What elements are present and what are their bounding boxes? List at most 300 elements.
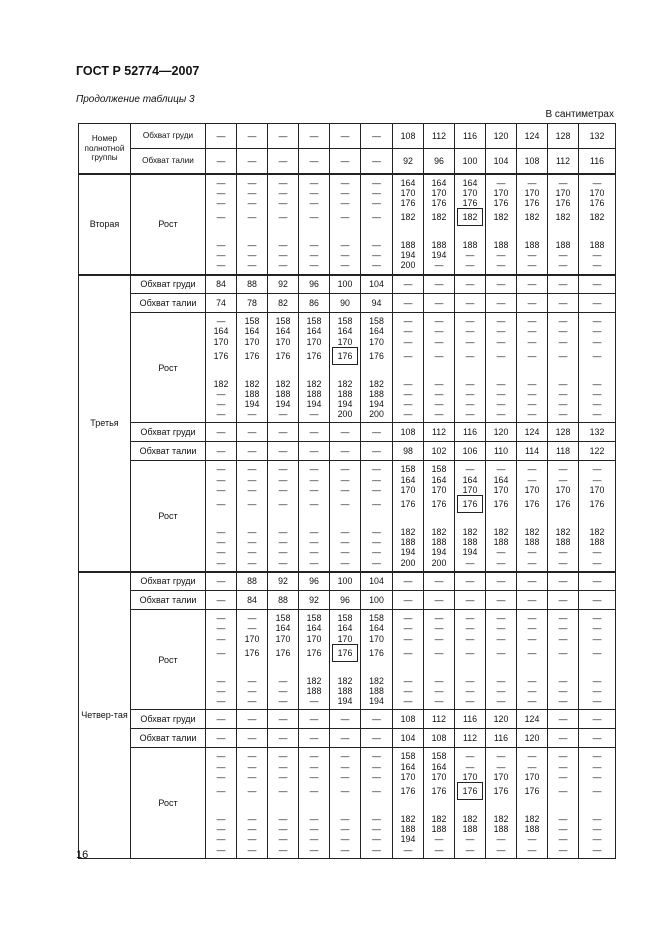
height-text: —: [558, 350, 568, 361]
header-waist-cell: —: [299, 149, 330, 174]
height-text: 176: [400, 785, 416, 796]
row-label: Обхват груди: [131, 423, 206, 442]
height-text: 164: [462, 474, 478, 485]
height-cell: [517, 461, 548, 572]
spacer: [330, 513, 360, 520]
height-text: —: [558, 686, 568, 696]
height-value: [361, 824, 392, 834]
spacer: [393, 513, 423, 520]
spacer: [361, 365, 392, 372]
height-value: [268, 399, 298, 409]
height-cell: [330, 174, 361, 275]
spacer: [268, 662, 298, 669]
height-text: 158: [431, 464, 447, 475]
height-text: —: [278, 537, 288, 548]
height-text: 194: [431, 547, 447, 558]
height-text: —: [216, 686, 226, 696]
height-text: 170: [400, 187, 416, 198]
height-value: [455, 547, 485, 557]
spacer: [517, 513, 547, 520]
height-text: —: [309, 197, 319, 208]
size-table: [78, 123, 616, 859]
height-text: —: [465, 378, 475, 389]
height-value: [517, 240, 547, 250]
table-cell: —: [299, 423, 330, 442]
height-text: 188: [524, 240, 540, 251]
height-value: [517, 623, 547, 633]
table-cell: 102: [424, 442, 455, 461]
table-cell: —: [393, 294, 424, 313]
height-value: [486, 782, 516, 800]
height-text: —: [309, 557, 319, 568]
height-text: —: [216, 844, 226, 855]
height-value: [548, 547, 578, 557]
height-value: [517, 686, 547, 696]
height-value: [361, 814, 392, 824]
height-value: [579, 537, 615, 547]
height-text: 188: [524, 824, 540, 835]
height-value: [299, 178, 329, 188]
height-value: [393, 347, 423, 365]
height-text: —: [496, 326, 506, 337]
height-value: [206, 347, 236, 365]
height-text: 182: [275, 378, 291, 389]
height-text: —: [558, 557, 568, 568]
height-value: [486, 613, 516, 623]
height-value: [393, 547, 423, 557]
height-text: —: [278, 761, 288, 772]
height-value: [548, 537, 578, 547]
table-cell: —: [517, 275, 548, 294]
height-value: [517, 485, 547, 495]
height-text: —: [403, 623, 413, 634]
spacer: [393, 226, 423, 233]
height-text: —: [247, 813, 257, 824]
height-text: —: [309, 212, 319, 223]
height-value: [330, 316, 360, 326]
height-value: [330, 409, 360, 419]
spacer: [299, 372, 329, 379]
height-values: [330, 178, 360, 271]
height-values: [486, 464, 516, 567]
height-value: [579, 634, 615, 644]
height-text: —: [340, 187, 350, 198]
height-text: —: [527, 686, 537, 696]
height-value: [455, 399, 485, 409]
height-text: —: [496, 250, 506, 261]
height-values: [206, 316, 236, 419]
height-text: —: [592, 785, 602, 796]
height-value: [517, 547, 547, 557]
height-text: —: [558, 474, 568, 485]
height-value: [486, 464, 516, 474]
height-text: —: [372, 187, 381, 198]
height-values: [486, 178, 516, 271]
spacer: [579, 669, 615, 676]
height-values: [548, 613, 578, 706]
height-value: [268, 178, 298, 188]
height-text: —: [465, 464, 475, 475]
height-text: —: [434, 633, 444, 644]
height-text: 170: [244, 633, 260, 644]
header-chest-cell: —: [206, 124, 237, 149]
height-text: 164: [213, 326, 229, 337]
height-values: [361, 613, 392, 706]
height-value: [299, 485, 329, 495]
height-cell: [268, 313, 299, 423]
height-text: —: [372, 824, 381, 835]
height-text: —: [434, 647, 444, 658]
height-cell: [424, 610, 455, 710]
height-value: [393, 316, 423, 326]
height-text: —: [592, 336, 602, 347]
height-value: [486, 316, 516, 326]
height-value: [486, 814, 516, 824]
height-value: [486, 495, 516, 513]
height-text: —: [465, 250, 475, 261]
height-value: [268, 613, 298, 623]
table-cell: —: [206, 591, 237, 610]
table-cell: —: [579, 275, 616, 294]
height-cell: [424, 313, 455, 423]
height-text: 182: [555, 212, 571, 223]
height-value: [237, 527, 267, 537]
height-value: [299, 379, 329, 389]
height-text: —: [216, 499, 226, 509]
height-text: 194: [369, 696, 384, 707]
table-cell: 104: [393, 729, 424, 748]
height-value: [424, 399, 454, 409]
height-text: —: [309, 240, 319, 251]
header-waist-label: Обхват талии: [131, 149, 206, 174]
height-text: —: [527, 547, 537, 558]
height-values: [393, 464, 423, 567]
height-value: [486, 208, 516, 226]
height-value: [299, 558, 329, 568]
height-text: —: [247, 537, 257, 548]
spacer: [206, 669, 236, 676]
height-value: [579, 250, 615, 260]
spacer: [237, 807, 267, 814]
height-value: [579, 613, 615, 623]
height-text: 170: [524, 484, 540, 495]
height-text: —: [247, 240, 257, 251]
height-text: 188: [369, 388, 384, 399]
height-text: 170: [555, 484, 571, 495]
height-cell: [268, 748, 299, 858]
height-value: [299, 696, 329, 706]
spacer: [455, 513, 485, 520]
height-cell: [548, 174, 579, 275]
highlighted-height: 176: [332, 347, 359, 365]
height-text: —: [372, 499, 381, 509]
height-text: —: [592, 316, 602, 327]
highlighted-height: 182: [457, 208, 484, 226]
header-chest-cell: —: [299, 124, 330, 149]
spacer: [237, 662, 267, 669]
spacer: [548, 800, 578, 807]
header-chest-cell: —: [237, 124, 268, 149]
spacer: [548, 365, 578, 372]
height-value: [330, 634, 360, 644]
height-text: 170: [244, 336, 260, 347]
height-value: [299, 676, 329, 686]
spacer: [330, 226, 360, 233]
height-text: 176: [306, 350, 322, 361]
height-text: 170: [462, 484, 478, 495]
table-cell: 90: [330, 294, 361, 313]
height-value: [486, 198, 516, 208]
height-text: —: [592, 751, 602, 762]
height-text: 176: [493, 785, 509, 796]
height-text: —: [496, 613, 506, 624]
height-value: [486, 178, 516, 188]
height-values: [455, 751, 485, 854]
height-cell: [206, 461, 237, 572]
height-values: [393, 613, 423, 706]
height-text: —: [558, 613, 568, 624]
height-text: —: [465, 834, 475, 845]
height-text: 182: [431, 527, 447, 537]
height-value: [268, 409, 298, 419]
height-values: [424, 751, 454, 854]
height-value: [206, 751, 236, 761]
height-value: [361, 834, 392, 844]
height-value: [330, 198, 360, 208]
height-text: —: [278, 785, 288, 796]
height-text: 194: [244, 399, 260, 410]
height-values: [517, 751, 547, 854]
height-value: [361, 613, 392, 623]
table-cell: —: [393, 591, 424, 610]
height-values: [579, 178, 615, 271]
height-text: —: [496, 547, 506, 558]
height-text: 182: [462, 813, 478, 824]
height-text: 158: [369, 316, 384, 327]
height-values: [393, 316, 423, 419]
height-value: [237, 178, 267, 188]
height-value: [268, 485, 298, 495]
height-text: —: [372, 785, 381, 796]
height-cell: [579, 313, 616, 423]
spacer: [299, 662, 329, 669]
height-value: [361, 475, 392, 485]
height-text: —: [216, 696, 226, 707]
table-cell: 94: [361, 294, 393, 313]
table-cell: 108: [393, 710, 424, 729]
height-value: [424, 409, 454, 419]
spacer: [361, 226, 392, 233]
height-text: 176: [431, 197, 447, 208]
height-values: [268, 613, 298, 706]
table-continuation-caption: Продолжение таблицы 3: [76, 94, 195, 105]
spacer: [579, 372, 615, 379]
spacer: [486, 513, 516, 520]
height-value: [361, 347, 392, 365]
height-text: 182: [589, 527, 605, 537]
table-cell: —: [548, 729, 579, 748]
table-cell: 100: [330, 572, 361, 591]
table-cell: 88: [237, 572, 268, 591]
height-value: [517, 558, 547, 568]
height-text: —: [309, 484, 319, 495]
height-text: —: [340, 250, 350, 261]
spacer: [361, 662, 392, 669]
height-value: [268, 696, 298, 706]
height-text: —: [372, 547, 381, 558]
height-text: 170: [462, 771, 478, 782]
height-value: [393, 208, 423, 226]
table-cell: —: [206, 423, 237, 442]
height-text: 200: [337, 409, 353, 420]
height-value: [424, 613, 454, 623]
height-value: [361, 379, 392, 389]
height-text: 194: [431, 250, 447, 261]
spacer: [299, 520, 329, 527]
height-value: [361, 547, 392, 557]
height-value: [393, 686, 423, 696]
height-value: [268, 751, 298, 761]
row-label: Обхват груди: [131, 572, 206, 591]
table-cell: —: [424, 294, 455, 313]
height-text: 188: [589, 537, 605, 548]
height-value: [424, 464, 454, 474]
height-value: [486, 475, 516, 485]
spacer: [237, 520, 267, 527]
height-text: 164: [462, 177, 478, 188]
spacer: [486, 662, 516, 669]
height-value: [548, 623, 578, 633]
height-text: 188: [244, 388, 260, 399]
table-cell: —: [579, 729, 616, 748]
height-cell: [299, 748, 330, 858]
height-value: [455, 389, 485, 399]
height-text: —: [403, 633, 413, 644]
height-text: —: [558, 378, 568, 389]
height-text: 176: [244, 350, 260, 361]
spacer: [268, 372, 298, 379]
spacer: [330, 520, 360, 527]
table-cell: —: [268, 710, 299, 729]
height-value: [548, 316, 578, 326]
height-value: [268, 389, 298, 399]
height-value: [237, 558, 267, 568]
spacer: [361, 372, 392, 379]
table-row: [79, 572, 616, 591]
table-cell: —: [299, 710, 330, 729]
height-value: [330, 834, 360, 844]
height-text: —: [558, 813, 568, 824]
height-text: —: [247, 785, 257, 796]
height-value: [299, 613, 329, 623]
height-text: —: [247, 484, 257, 495]
height-text: —: [247, 834, 257, 845]
height-cell: [424, 174, 455, 275]
height-text: —: [527, 474, 537, 485]
height-cell: [330, 461, 361, 572]
height-value: [548, 676, 578, 686]
height-text: —: [434, 350, 444, 361]
height-value: [330, 676, 360, 686]
height-value: [517, 644, 547, 662]
spacer: [455, 520, 485, 527]
height-value: [268, 547, 298, 557]
spacer: [486, 226, 516, 233]
spacer: [548, 233, 578, 240]
height-text: —: [434, 260, 444, 271]
height-text: —: [465, 409, 475, 420]
height-values: [299, 464, 329, 567]
height-values: [455, 316, 485, 419]
spacer: [268, 807, 298, 814]
units-note: В сантиметрах: [545, 109, 614, 120]
height-text: —: [372, 527, 381, 537]
height-value: [268, 316, 298, 326]
height-text: —: [372, 212, 381, 223]
height-value: [206, 260, 236, 270]
height-values: [361, 316, 392, 419]
height-text: 170: [493, 484, 509, 495]
table-cell: —: [486, 572, 517, 591]
height-value: [299, 250, 329, 260]
height-value: [517, 178, 547, 188]
table-cell: 120: [486, 423, 517, 442]
height-text: —: [372, 557, 381, 568]
height-text: —: [558, 399, 568, 410]
spacer: [486, 807, 516, 814]
highlighted-height: 176: [332, 644, 359, 662]
header-row-waist: [79, 149, 616, 174]
height-text: —: [558, 336, 568, 347]
height-value: [206, 250, 236, 260]
height-text: —: [558, 785, 568, 796]
height-value: [517, 337, 547, 347]
height-cell: [579, 461, 616, 572]
spacer: [517, 520, 547, 527]
height-value: [455, 495, 485, 513]
height-value: [548, 409, 578, 419]
spacer: [393, 800, 423, 807]
height-value: [361, 409, 392, 419]
height-text: —: [558, 326, 568, 337]
height-text: —: [558, 316, 568, 327]
height-value: [517, 845, 547, 855]
height-cell: [206, 313, 237, 423]
height-value: [206, 686, 236, 696]
height-value: [393, 337, 423, 347]
height-cell: [393, 174, 424, 275]
height-value: [455, 814, 485, 824]
height-text: 170: [431, 771, 447, 782]
height-value: [579, 527, 615, 537]
height-value: [579, 326, 615, 336]
height-value: [517, 613, 547, 623]
height-value: [548, 558, 578, 568]
height-cell: [548, 610, 579, 710]
height-value: [330, 824, 360, 834]
height-text: 188: [431, 240, 447, 251]
height-value: [548, 824, 578, 834]
height-value: [424, 547, 454, 557]
table-cell: 116: [455, 423, 486, 442]
height-text: 170: [400, 484, 416, 495]
height-values: [548, 751, 578, 854]
height-value: [393, 198, 423, 208]
table-cell: —: [237, 710, 268, 729]
height-value: [237, 834, 267, 844]
height-values: [579, 613, 615, 706]
table-row: [79, 442, 616, 461]
